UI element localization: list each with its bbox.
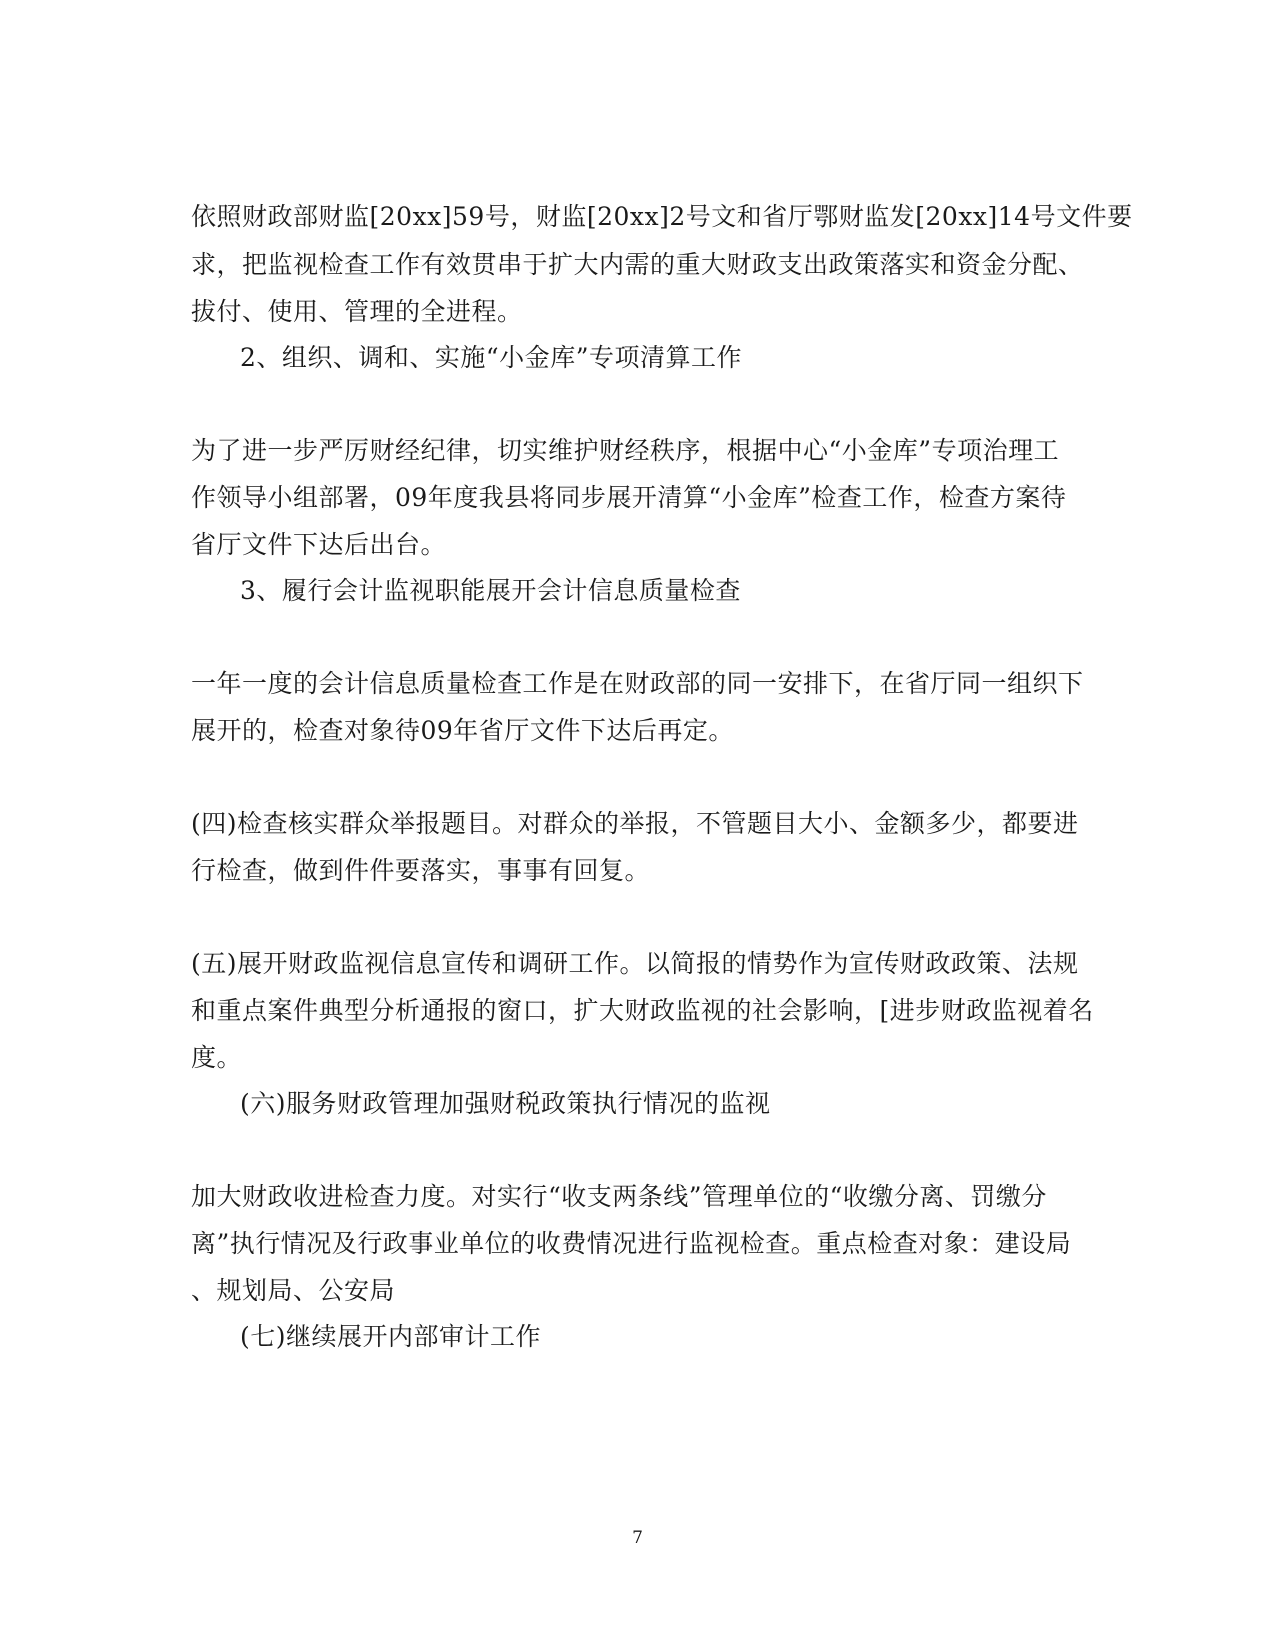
paragraph-line: 展开的，检查对象待09年省厅文件下达后再定。	[191, 716, 734, 745]
section-heading: 2、组织、调和、实施“小金库”专项清算工作	[240, 343, 742, 372]
paragraph-line: 离”执行情况及行政事业单位的收费情况进行监视检查。重点检查对象：建设局	[191, 1229, 1072, 1258]
paragraph-line: 为了进一步严厉财经纪律，切实维护财经秩序，根据中心“小金库”专项治理工	[191, 436, 1060, 465]
section-heading: (六)服务财政管理加强财税政策执行情况的监视	[240, 1089, 771, 1118]
paragraph-line: 求，把监视检查工作有效贯串于扩大内需的重大财政支出政策落实和资金分配、	[191, 250, 1084, 279]
paragraph-line: (五)展开财政监视信息宣传和调研工作。以简报的情势作为宣传财政政策、法规	[191, 949, 1079, 978]
paragraph-line: 依照财政部财监[20xx]59号，财监[20xx]2号文和省厅鄂财监发[20xx]14号文件要	[191, 202, 1133, 231]
paragraph-line: 一年一度的会计信息质量检查工作是在财政部的同一安排下，在省厅同一组织下	[191, 669, 1084, 698]
section-heading: (七)继续展开内部审计工作	[240, 1322, 542, 1351]
paragraph-line: 和重点案件典型分析通报的窗口，扩大财政监视的社会影响，[进步财政监视着名	[191, 996, 1094, 1025]
paragraph-line: 省厅文件下达后出台。	[191, 530, 447, 559]
paragraph-line: 加大财政收进检查力度。对实行“收支两条线”管理单位的“收缴分离、罚缴分	[191, 1182, 1047, 1211]
paragraph-line: 行检查，做到件件要落实，事事有回复。	[191, 856, 651, 885]
paragraph-line: 作领导小组部署，09年度我县将同步展开清算“小金库”检查工作，检查方案待	[191, 483, 1067, 512]
paragraph-line: 度。	[191, 1043, 243, 1072]
paragraph-line: 拔付、使用、管理的全进程。	[191, 297, 523, 326]
section-heading: 3、履行会计监视职能展开会计信息质量检查	[240, 576, 741, 605]
paragraph-line: (四)检查核实群众举报题目。对群众的举报，不管题目大小、金额多少，都要进	[191, 809, 1079, 838]
paragraph-line: 、规划局、公安局	[191, 1276, 396, 1305]
page-number: 7	[632, 1528, 643, 1548]
